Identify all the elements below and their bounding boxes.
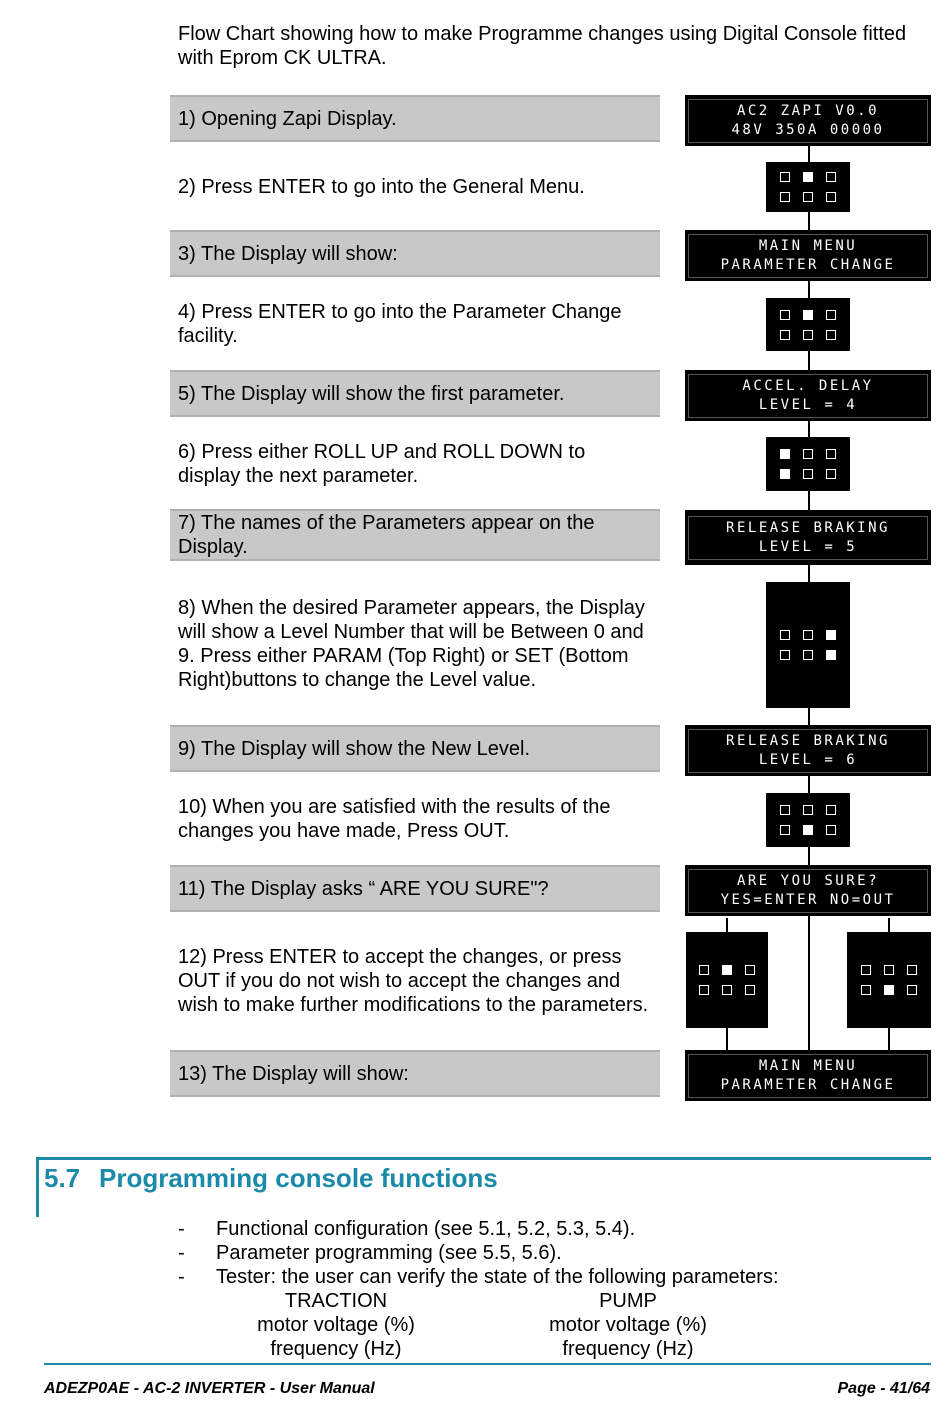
console-keypad — [766, 162, 850, 212]
pressed-key-icon — [826, 650, 836, 660]
lcd-display: AC2 ZAPI V0.0 48V 350A 00000 — [685, 95, 931, 146]
flow-step-9: 9) The Display will show the New Level. — [170, 725, 660, 772]
flow-step-1: 1) Opening Zapi Display. — [170, 95, 660, 142]
pressed-key-icon — [780, 469, 790, 479]
pressed-key-icon — [722, 965, 732, 975]
intro-text: Flow Chart showing how to make Programme changes using Digital Console fitted with Eprom CK ULTRA. — [178, 23, 907, 69]
flow-step-11: 11) The Display asks “ ARE YOU SURE"? — [170, 865, 660, 912]
footer-manual-title: ADEZP0AE - AC-2 INVERTER - User Manual — [44, 1380, 375, 1397]
console-keypad — [686, 932, 768, 1028]
flow-step-2: 2) Press ENTER to go into the General Menu. — [178, 176, 585, 198]
console-keypad — [766, 298, 850, 351]
pressed-key-icon — [803, 172, 813, 182]
flow-step-6: 6) Press either ROLL UP and ROLL DOWN to display the next parameter. — [178, 441, 586, 487]
tester-pump-column: PUMP motor voltage (%) frequency (Hz) — [549, 1290, 707, 1360]
flow-step-5: 5) The Display will show the first parameter. — [170, 370, 660, 417]
lcd-display: RELEASE BRAKING LEVEL = 5 — [685, 510, 931, 565]
pressed-key-icon — [826, 630, 836, 640]
console-keypad — [847, 932, 931, 1028]
console-keypad — [766, 582, 850, 708]
flow-step-13: 13) The Display will show: — [170, 1050, 660, 1097]
flow-step-8: 8) When the desired Parameter appears, the Display will show a Level Number that will be Between 0 and 9. Press either PARAM (Top Right) or SET (Bottom Right)buttons to change the Level value. — [178, 597, 645, 691]
section-number: 5.7 — [44, 1163, 81, 1193]
flow-step-10: 10) When you are satisfied with the results of the changes you have made, Press OUT. — [178, 796, 611, 842]
pressed-key-icon — [780, 449, 790, 459]
section-rule-left — [36, 1157, 39, 1217]
section-title: Programming console functions — [99, 1163, 498, 1193]
tester-traction-column: TRACTION motor voltage (%) frequency (Hz) — [257, 1290, 415, 1360]
console-keypad — [766, 437, 850, 491]
pressed-key-icon — [803, 310, 813, 320]
lcd-display: RELEASE BRAKING LEVEL = 6 — [685, 725, 931, 776]
pressed-key-icon — [884, 985, 894, 995]
lcd-display: ACCEL. DELAY LEVEL = 4 — [685, 370, 931, 421]
flow-step-4: 4) Press ENTER to go into the Parameter Change facility. — [178, 301, 622, 347]
lcd-display: ARE YOU SURE? YES=ENTER NO=OUT — [685, 865, 931, 916]
console-keypad — [766, 793, 850, 847]
flow-step-7: 7) The names of the Parameters appear on the Display. — [170, 509, 660, 561]
flow-step-3: 3) The Display will show: — [170, 230, 660, 277]
lcd-display: MAIN MENU PARAMETER CHANGE — [685, 1050, 931, 1101]
lcd-display: MAIN MENU PARAMETER CHANGE — [685, 230, 931, 281]
footer-rule — [44, 1363, 931, 1365]
footer-page-number: Page - 41/64 — [837, 1380, 930, 1397]
section-rule — [36, 1157, 931, 1160]
section-heading — [44, 1163, 498, 1194]
pressed-key-icon — [803, 825, 813, 835]
flow-step-12: 12) Press ENTER to accept the changes, or press OUT if you do not wish to accept the changes and wish to make further modifications to the parameters. — [178, 946, 649, 1016]
